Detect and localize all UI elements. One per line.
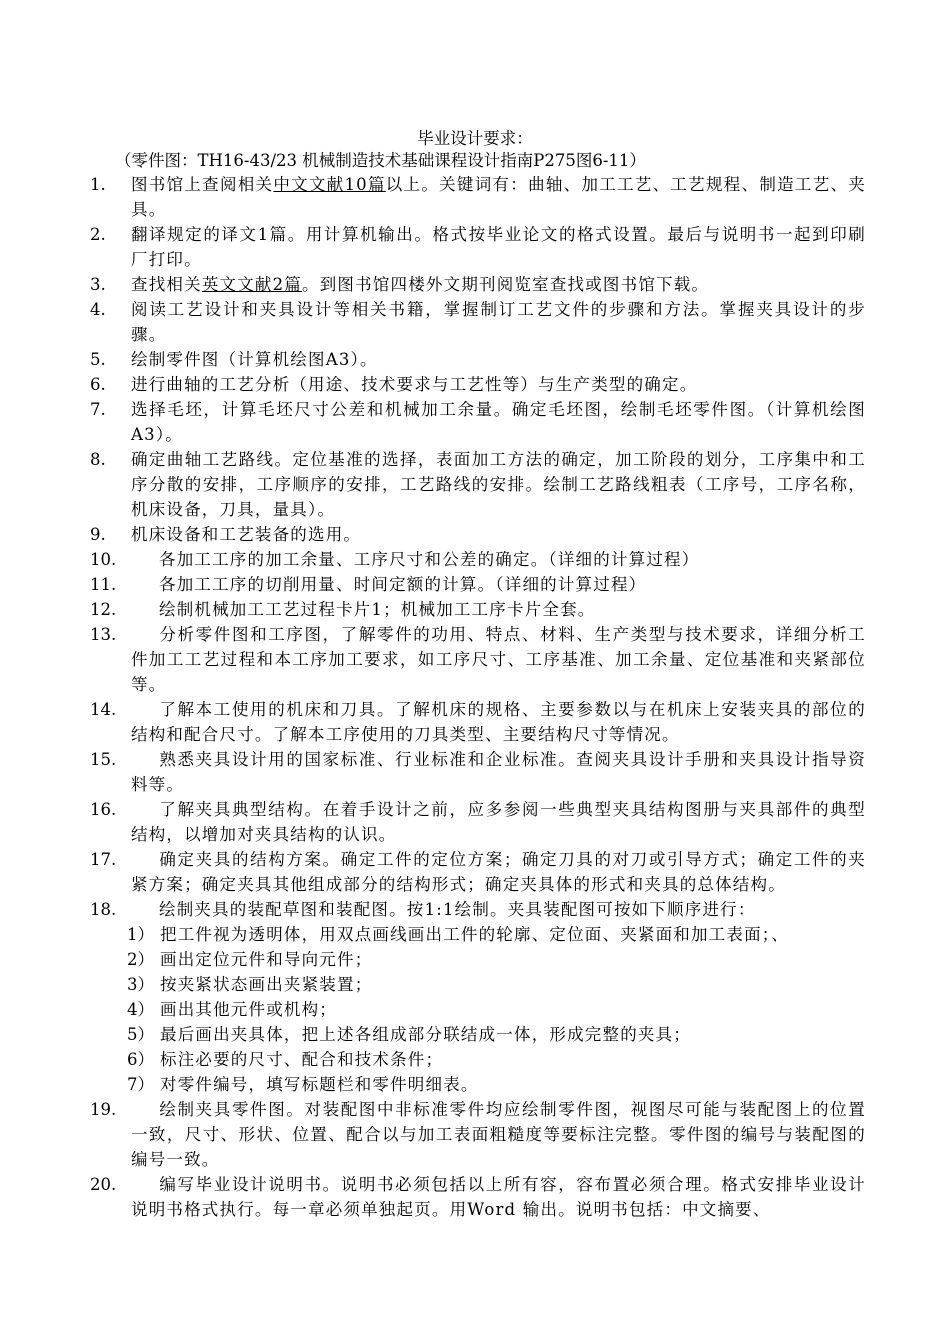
list-item — [0, 697, 950, 747]
sub-list-item — [0, 1072, 950, 1097]
item-number: 19. — [90, 1100, 117, 1119]
list-item — [0, 522, 950, 547]
item-text: 绘制零件图（计算机绘图A3）。 — [131, 350, 378, 369]
list-item — [0, 847, 950, 897]
item-text: 确定夹具的结构方案。确定工件的定位方案；确定刀具的对刀或引导方式；确定工件的夹紧方案；确定夹具其他组成部分的结构形式；确定夹具体的形式和夹具的总体结构。 — [131, 850, 866, 894]
item-number: 15. — [90, 750, 117, 769]
list-item — [0, 797, 950, 847]
list-item — [0, 447, 950, 522]
item-text: 阅读工艺设计和夹具设计等相关书籍，掌握制订工艺文件的步骤和方法。掌握夹具设计的步骤。 — [131, 300, 866, 344]
item-number: 7. — [90, 400, 106, 419]
item-text: 图书馆上查阅相关 — [131, 175, 274, 194]
list-item — [0, 897, 950, 922]
item-number: 17. — [90, 850, 117, 869]
item-text: 绘制夹具零件图。对装配图中非标准零件均应绘制零件图，视图尽可能与装配图上的位置一致，尺寸、形状、位置、配合以与加工表面粗糙度等要标注完整。零件图的编号与装配图的编号一致。 — [131, 1100, 866, 1169]
underlined-text: 中文文献10篇 — [273, 175, 386, 194]
sub-item-number: 3） — [127, 975, 154, 994]
item-text: 。到图书馆四楼外文期刊阅览室查找或图书馆下载。 — [302, 275, 710, 294]
list-item — [0, 397, 950, 447]
requirements-list — [0, 172, 950, 1222]
item-text: 以上。关键词有：曲轴、加工工艺、工艺规程、制造工艺、夹具。 — [131, 175, 866, 219]
document-title: 毕业设计要求： — [417, 129, 533, 148]
list-item — [0, 297, 950, 347]
item-text: 绘制机械加工工艺过程卡片1；机械加工工序卡片全套。 — [159, 600, 596, 619]
list-item — [0, 572, 950, 597]
underlined-text: 英文文献2篇 — [201, 275, 303, 294]
sub-item-number: 1） — [127, 925, 154, 944]
item-text: 分析零件图和工序图，了解零件的功用、特点、材料、生产类型与技术要求，详细分析工件加工工艺过程和本工序加工要求，如工序尺寸、工序基准、加工余量、定位基准和夹紧部位等。 — [131, 625, 866, 694]
item-number: 1. — [90, 175, 106, 194]
item-text: 翻译规定的译文1篇。用计算机输出。格式按毕业论文的格式设置。最后与说明书一起到印刷厂打印。 — [131, 225, 866, 269]
sub-item-text: 画出其他元件或机构； — [160, 1000, 337, 1019]
document-subtitle: （零件图：TH16-43/23 机械制造技术基础课程设计指南P275图6-11） — [115, 151, 646, 170]
item-number: 6. — [90, 375, 106, 394]
item-text: 确定曲轴工艺路线。定位基准的选择，表面加工方法的确定，加工阶段的划分，工序集中和工序分散的安排，工序顺序的安排，工艺路线的安排。绘制工艺路线粗表（工序号，工序名称，机床设备，刀具，量具）。 — [131, 450, 866, 519]
sub-item-text: 标注必要的尺寸、配合和技术条件； — [160, 1050, 444, 1069]
item-text: 各加工工序的切削用量、时间定额的计算。（详细的计算过程） — [159, 575, 647, 594]
item-number: 16. — [90, 800, 117, 819]
sub-list-item — [0, 922, 950, 947]
item-number: 18. — [90, 900, 117, 919]
sub-item-number: 4） — [127, 1000, 154, 1019]
item-number: 4. — [90, 300, 106, 319]
list-item — [0, 272, 950, 297]
list-item — [0, 172, 950, 222]
sub-list-item — [0, 972, 950, 997]
item-text: 机床设备和工艺装备的选用。 — [131, 525, 362, 544]
sub-item-text: 按夹紧状态画出夹紧装置； — [160, 975, 373, 994]
sub-item-number: 2） — [127, 950, 154, 969]
list-item — [0, 222, 950, 272]
item-text: 各加工工序的加工余量、工序尺寸和公差的确定。（详细的计算过程） — [159, 550, 700, 569]
list-item — [0, 1172, 950, 1222]
item-text: 熟悉夹具设计用的国家标准、行业标准和企业标准。查阅夹具设计手册和夹具设计指导资料等。 — [131, 750, 866, 794]
list-item — [0, 747, 950, 797]
list-item — [0, 347, 950, 372]
item-number: 9. — [90, 525, 106, 544]
sub-list-item — [0, 1022, 950, 1047]
sub-item-number: 7） — [127, 1075, 154, 1094]
sub-item-text: 把工件视为透明体，用双点画线画出工件的轮廓、定位面、夹紧面和加工表面；、 — [160, 925, 789, 944]
item-number: 2. — [90, 225, 106, 244]
sub-list-item — [0, 1047, 950, 1072]
item-number: 14. — [90, 700, 117, 719]
list-item — [0, 1097, 950, 1172]
list-item — [0, 597, 950, 622]
item-text: 编写毕业设计说明书。说明书必须包括以上所有容，容布置必须合理。格式安排毕业设计说明书格式执行。每一章必须单独起页。用Word 输出。说明书包括：中文摘要、 — [131, 1175, 866, 1219]
sub-list-item — [0, 997, 950, 1022]
sub-item-number: 5） — [127, 1025, 154, 1044]
item-number: 8. — [90, 450, 106, 469]
item-number: 10. — [90, 550, 117, 569]
list-item — [0, 547, 950, 572]
sub-list-item — [0, 947, 950, 972]
item-text: 进行曲轴的工艺分析（用途、技术要求与工艺性等）与生产类型的确定。 — [131, 375, 698, 394]
sub-item-number: 6） — [127, 1050, 154, 1069]
item-number: 3. — [90, 275, 106, 294]
list-item — [0, 622, 950, 697]
item-text: 选择毛坯，计算毛坯尺寸公差和机械加工余量。确定毛坯图，绘制毛坯零件图。（计算机绘图A3）。 — [131, 400, 866, 444]
item-number: 13. — [90, 625, 117, 644]
item-number: 12. — [90, 600, 117, 619]
item-number: 11. — [90, 575, 117, 594]
item-text: 绘制夹具的装配草图和装配图。按1:1绘制。夹具装配图可按如下顺序进行： — [159, 900, 756, 919]
list-item — [0, 372, 950, 397]
item-text: 了解本工使用的机床和刀具。了解机床的规格、主要参数以与在机床上安装夹具的部位的结构和配合尺寸。了解本工序使用的刀具类型、主要结构尺寸等情况。 — [131, 700, 866, 744]
sub-item-text: 对零件编号，填写标题栏和零件明细表。 — [160, 1075, 479, 1094]
sub-item-text: 最后画出夹具体，把上述各组成部分联结成一体，形成完整的夹具； — [160, 1025, 691, 1044]
item-text: 查找相关 — [131, 275, 202, 294]
item-text: 了解夹具典型结构。在着手设计之前，应多参阅一些典型夹具结构图册与夹具部件的典型结构，以增加对夹具结构的认识。 — [131, 800, 866, 844]
item-number: 20. — [90, 1175, 117, 1194]
sub-item-text: 画出定位元件和导向元件； — [160, 950, 373, 969]
item-number: 5. — [90, 350, 106, 369]
